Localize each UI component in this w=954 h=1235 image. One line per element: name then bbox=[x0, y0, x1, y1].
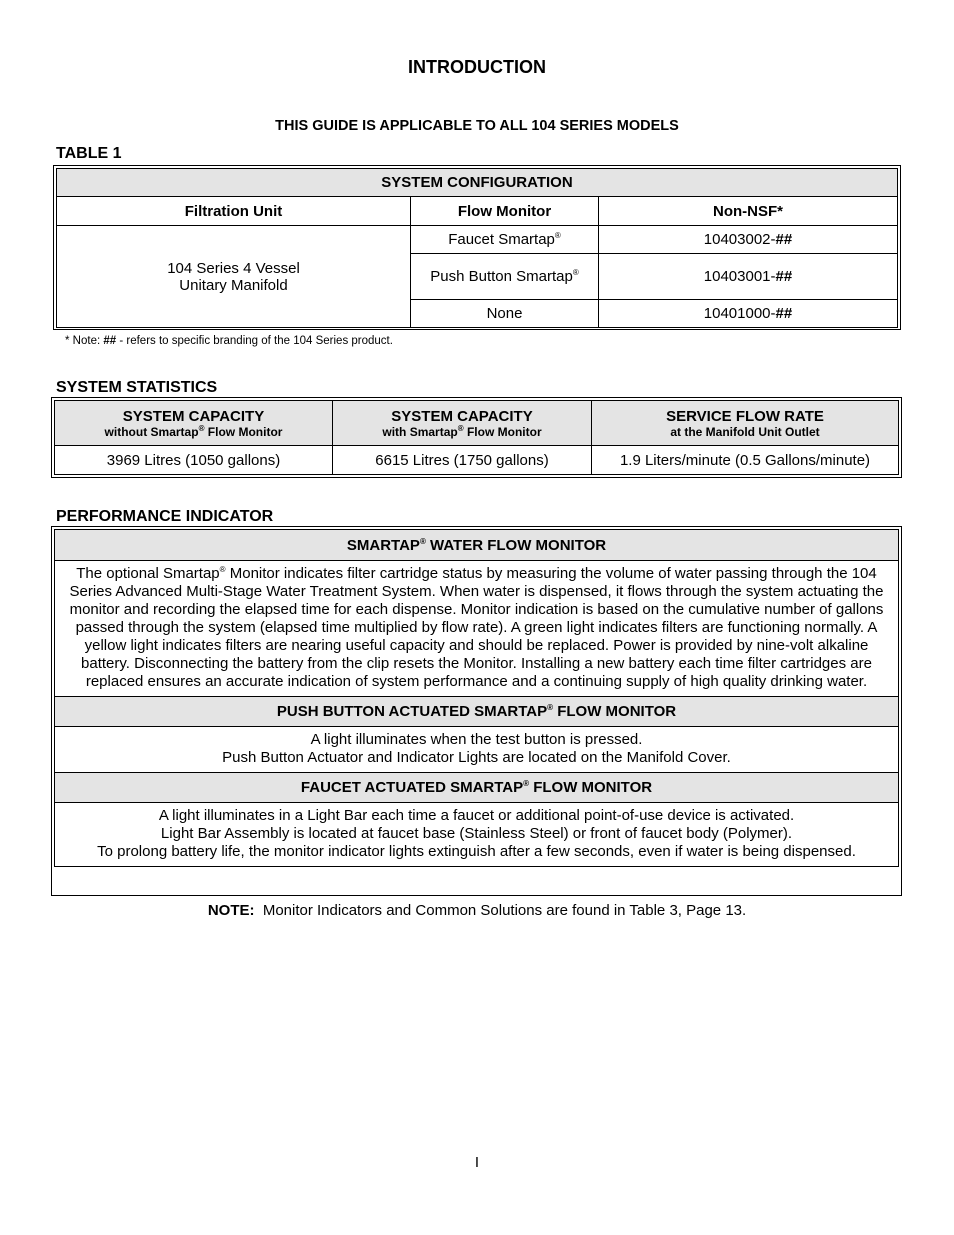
page-subtitle: THIS GUIDE IS APPLICABLE TO ALL 104 SERIES MODELS bbox=[275, 118, 679, 134]
registered-mark: ® bbox=[523, 779, 530, 788]
part-number-cell: 10403001-## bbox=[599, 254, 898, 300]
registered-mark: ® bbox=[572, 268, 579, 277]
part-number-cell: 10401000-## bbox=[599, 300, 898, 328]
system-configuration-table bbox=[53, 165, 901, 330]
stat-header-capacity-without: SYSTEM CAPACITY without Smartap® Flow Monitor bbox=[55, 401, 333, 446]
filtration-unit-line: Unitary Manifold bbox=[179, 276, 288, 294]
stat-value: 1.9 Liters/minute (0.5 Gallons/minute) bbox=[592, 446, 899, 475]
filtration-unit-cell bbox=[57, 226, 411, 328]
table1-footnote: * Note: ## - refers to specific branding of the 104 Series product. bbox=[65, 335, 393, 347]
part-number-cell: 10403002-## bbox=[599, 226, 898, 254]
water-flow-monitor-description: The optional Smartap® Monitor indicates filter cartridge status by measuring the volume of water passing through the 104 Series Advanced Multi-Stage Water Treatment System. When water is dispensed, it flows through the system actuating the monitor and recording the elapsed time for each dispense. Monitor indication is based on the cumulative number of gallons passed through the system (elapsed time multiplied by flow rate). A green light indicates filters are functioning normally. A yellow light indicates filters are nearing useful capacity and should be replaced. Power is provided by nine-volt alkaline battery. Disconnecting the battery from the clip resets the Monitor. Installing a new battery each time filter cartridges are replaced ensures an accurate indication of system performance and a continuing supply of high quality drinking water. bbox=[55, 561, 899, 697]
performance-indicator-label: PERFORMANCE INDICATOR bbox=[56, 508, 274, 525]
system-statistics-table bbox=[51, 397, 902, 478]
performance-indicator-table bbox=[51, 526, 902, 896]
description-line: A light illuminates in a Light Bar each time a faucet or additional point-of-use device is activated. bbox=[158, 807, 795, 824]
table-row bbox=[57, 226, 898, 254]
description-line: Light Bar Assembly is located at faucet base (Stainless Steel) or front of faucet body (Polymer). bbox=[160, 825, 793, 842]
header-flow-monitor: Flow Monitor bbox=[411, 197, 599, 226]
filtration-unit-line: 104 Series 4 Vessel bbox=[167, 259, 300, 277]
flow-monitor-cell: Push Button Smartap® bbox=[411, 254, 599, 300]
stat-value: 3969 Litres (1050 gallons) bbox=[55, 446, 333, 475]
stat-value: 6615 Litres (1750 gallons) bbox=[333, 446, 592, 475]
push-button-monitor-description bbox=[55, 727, 899, 773]
flow-monitor-cell: Faucet Smartap® bbox=[411, 226, 599, 254]
flow-monitor-cell: None bbox=[411, 300, 599, 328]
system-statistics-label: SYSTEM STATISTICS bbox=[56, 379, 218, 396]
push-button-monitor-heading: PUSH BUTTON ACTUATED SMARTAP® FLOW MONITOR bbox=[55, 697, 899, 727]
description-line: Push Button Actuator and Indicator Lights are located on the Manifold Cover. bbox=[222, 749, 731, 766]
registered-mark: ® bbox=[419, 536, 426, 546]
page-title: INTRODUCTION bbox=[408, 57, 546, 77]
faucet-monitor-description bbox=[55, 803, 899, 867]
stat-header-flow-rate: SERVICE FLOW RATE at the Manifold Unit Outlet bbox=[592, 401, 899, 446]
registered-mark: ® bbox=[219, 565, 226, 574]
faucet-monitor-heading: FAUCET ACTUATED SMARTAP® FLOW MONITOR bbox=[55, 773, 899, 803]
stat-header-capacity-with: SYSTEM CAPACITY with Smartap® Flow Monitor bbox=[333, 401, 592, 446]
description-line: A light illuminates when the test button is pressed. bbox=[310, 731, 643, 748]
page-number: I bbox=[474, 1154, 480, 1171]
registered-mark: ® bbox=[457, 423, 464, 433]
header-filtration-unit: Filtration Unit bbox=[57, 197, 411, 226]
description-line: To prolong battery life, the monitor indicator lights extinguish after a few seconds, even if water is being dispensed. bbox=[97, 843, 856, 860]
registered-mark: ® bbox=[554, 231, 561, 240]
registered-mark: ® bbox=[547, 703, 554, 712]
water-flow-monitor-heading: SMARTAP® WATER FLOW MONITOR bbox=[55, 530, 899, 561]
table1-label: TABLE 1 bbox=[56, 145, 122, 162]
system-configuration-caption: SYSTEM CONFIGURATION bbox=[57, 169, 898, 197]
header-non-nsf: Non-NSF* bbox=[599, 197, 898, 226]
registered-mark: ® bbox=[198, 423, 205, 433]
performance-note: NOTE: Monitor Indicators and Common Solutions are found in Table 3, Page 13. bbox=[207, 902, 747, 919]
